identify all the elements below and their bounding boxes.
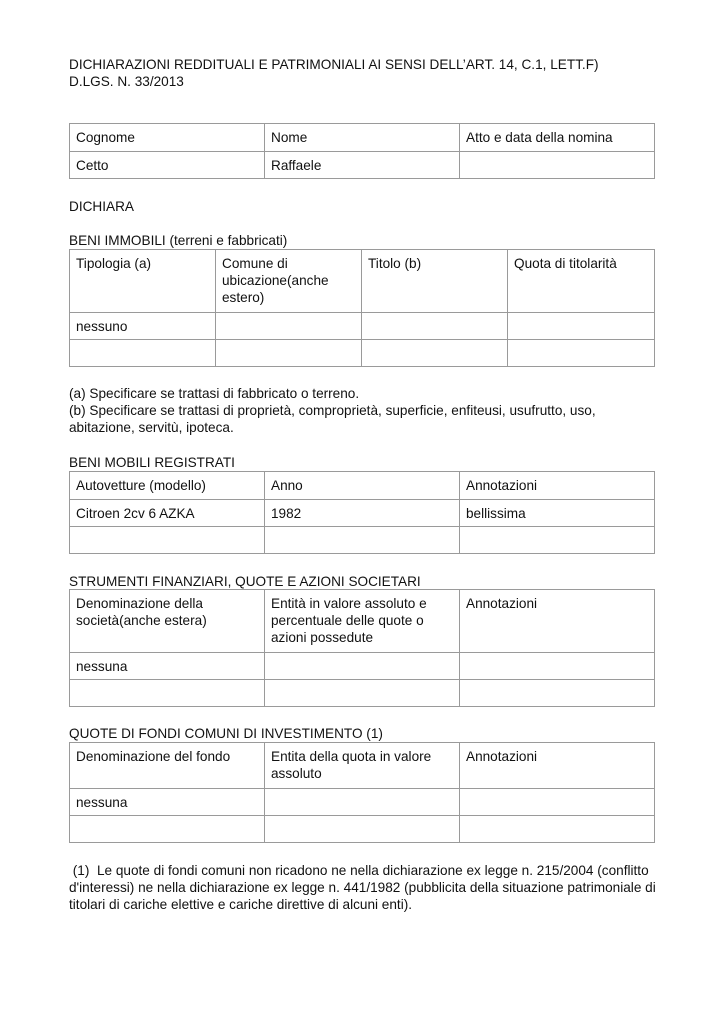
table-cell — [222, 313, 355, 318]
table-cell — [514, 313, 648, 318]
cell-atto-data — [466, 152, 648, 157]
header-autovetture: Autovetture (modello) — [76, 478, 206, 493]
funds-footnote: (1) Le quote di fondi comuni non ricadono ne nella dichiarazione ex legge n. 215/2004 (conflitto d'interessi) ne nella dichiarazione ex legge n. 441/1982 (pubblicita della situazione patrimoniale di titolari di cariche elettive e cariche direttive di alcuni enti). — [69, 863, 660, 912]
table-cell — [76, 527, 258, 532]
document-title — [69, 56, 659, 90]
header-tipologia: Tipologia (a) — [76, 256, 152, 271]
header-entita-valore: Entità in valore assoluto e percentuale delle quote o azioni possedute — [271, 596, 427, 645]
header-atto-data-nomina: Atto e data della nomina — [466, 130, 613, 145]
title-line-2: D.LGS. N. 33/2013 — [69, 74, 184, 89]
table-cell: bellissima — [466, 506, 526, 521]
table-cell — [368, 340, 501, 345]
table-row — [70, 500, 655, 527]
table-cell — [368, 313, 501, 318]
header-entita-quota: Entita della quota in valore assoluto — [271, 749, 432, 781]
table-cell — [514, 340, 648, 345]
header-annotazioni: Annotazioni — [466, 478, 538, 493]
table-row — [70, 313, 655, 340]
table-header-row — [70, 472, 655, 500]
header-nome: Nome — [271, 130, 308, 145]
table-row — [70, 527, 655, 554]
funds-table — [69, 742, 655, 843]
table-header-row — [70, 250, 655, 313]
real-estate-notes — [69, 385, 661, 436]
declares-heading: DICHIARA — [69, 199, 134, 214]
note-b: (b) Specificare se trattasi di proprietà, comproprietà, superficie, enfiteusi, usufrutto, uso, abitazione, servitù, ipoteca. — [69, 403, 596, 435]
table-cell — [271, 653, 453, 658]
table-cell — [466, 789, 648, 794]
table-row — [70, 340, 655, 367]
table-cell — [271, 680, 453, 685]
table-cell: nessuna — [76, 795, 128, 810]
real-estate-table — [69, 249, 655, 367]
table-cell — [466, 816, 648, 821]
header-comune-ubicazione: Comune di ubicazione(anche estero) — [222, 256, 329, 305]
vehicles-title: BENI MOBILI REGISTRATI — [69, 455, 235, 470]
table-cell — [466, 653, 648, 658]
table-cell — [271, 789, 453, 794]
table-cell — [466, 680, 648, 685]
cell-nome: Raffaele — [271, 158, 322, 173]
table-cell — [76, 340, 209, 345]
person-table — [69, 123, 655, 179]
header-anno: Anno — [271, 478, 303, 493]
table-row — [70, 653, 655, 680]
table-row — [70, 789, 655, 816]
table-cell — [466, 527, 648, 532]
vehicles-table — [69, 471, 655, 554]
header-cognome: Cognome — [76, 130, 135, 145]
financial-title: STRUMENTI FINANZIARI, QUOTE E AZIONI SOCIETARI — [69, 574, 421, 589]
table-header-row — [70, 124, 655, 152]
title-line-1: DICHIARAZIONI REDDITUALI E PATRIMONIALI AI SENSI DELL’ART. 14, C.1, LETT.F) — [69, 57, 599, 72]
funds-title: QUOTE DI FONDI COMUNI DI INVESTIMENTO (1) — [69, 726, 383, 741]
header-denominazione-societa: Denominazione della società(anche estera) — [76, 596, 207, 628]
table-cell — [76, 816, 258, 821]
table-cell — [222, 340, 355, 345]
table-cell: nessuna — [76, 659, 128, 674]
header-annotazioni: Annotazioni — [466, 596, 538, 611]
real-estate-title: BENI IMMOBILI (terreni e fabbricati) — [69, 233, 288, 248]
table-cell — [76, 680, 258, 685]
note-a: (a) Specificare se trattasi di fabbricato o terreno. — [69, 386, 360, 401]
header-denominazione-fondo: Denominazione del fondo — [76, 749, 231, 764]
table-cell — [271, 527, 453, 532]
table-header-row — [70, 590, 655, 653]
table-header-row — [70, 743, 655, 789]
cell-cognome: Cetto — [76, 158, 109, 173]
financial-table — [69, 589, 655, 707]
table-row — [70, 816, 655, 843]
header-titolo: Titolo (b) — [368, 256, 422, 271]
table-cell — [271, 816, 453, 821]
header-quota-titolarita: Quota di titolarità — [514, 256, 617, 271]
table-cell: nessuno — [76, 319, 128, 334]
table-row — [70, 152, 655, 179]
table-cell: Citroen 2cv 6 AZKA — [76, 506, 195, 521]
table-cell: 1982 — [271, 506, 302, 521]
header-annotazioni: Annotazioni — [466, 749, 538, 764]
table-row — [70, 680, 655, 707]
